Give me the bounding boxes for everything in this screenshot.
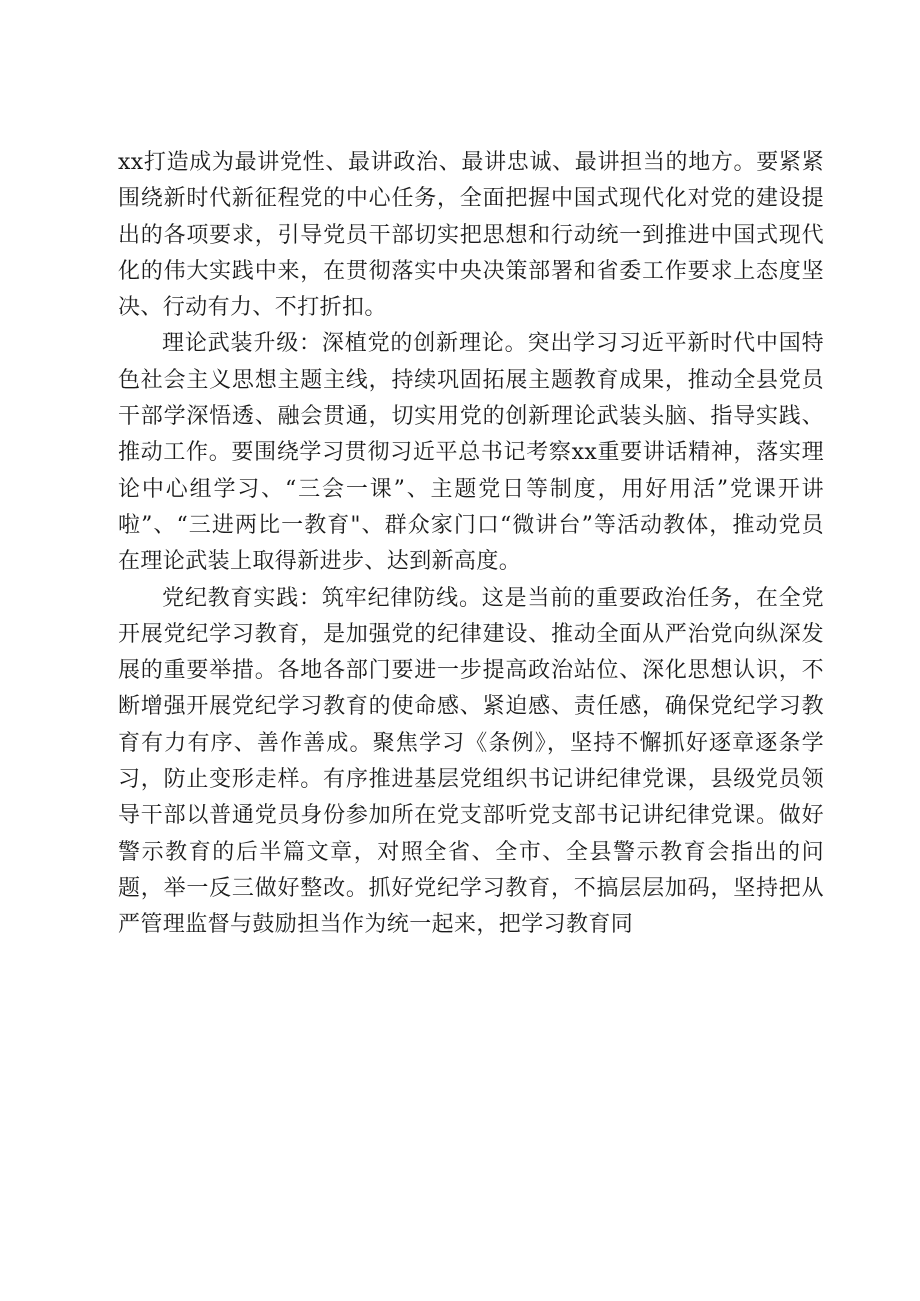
paragraph-discipline-education: 党纪教育实践：筑牢纪律防线。这是当前的重要政治任务，在全党开展党纪学习教育，是加强党的纪律建设、推动全面从严治党向纵深发展的重要举措。各地各部门要进一步提高政治站位、深化思想认识，不断增强开展党纪学习教育的使命感、紧迫感、责任感，确保党纪学习教育有力有序、善作善成。聚焦学习《条例》，坚持不懈抓好逐章逐条学习，防止变形走样。有序推进基层党组织书记讲纪律党课，县级党员领导干部以普通党员身份参加所在党支部听党支部书记讲纪律党课。做好警示教育的后半篇文章，对照全省、全市、全县警示教育会指出的问题，举一反三做好整改。抓好党纪学习教育，不搞层层加码，坚持把从严管理监督与鼓励担当作为统一起来，把学习教育同 [118, 585, 824, 938]
document-body [118, 145, 824, 944]
paragraph-continuation: xx打造成为最讲党性、最讲政治、最讲忠诚、最讲担当的地方。要紧紧围绕新时代新征程党的中心任务，全面把握中国式现代化对党的建设提出的各项要求，引导党员干部切实把思想和行动统一到推进中国式现代化的伟大实践中来，在贯彻落实中央决策部署和省委工作要求上态度坚决、行动有力、不打折扣。 [118, 150, 824, 321]
paragraph-theory-armament: 理论武装升级：深植党的创新理论。突出学习习近平新时代中国特色社会主义思想主题主线，持续巩固拓展主题教育成果，推动全县党员干部学深悟透、融会贯通，切实用党的创新理论武装头脑、指导实践、推动工作。要围绕学习贯彻习近平总书记考察xx重要讲话精神，落实理论中心组学习、“三会一课”、主题党日等制度，用好用活”党课开讲啦”、“三进两比一教育"、群众家门口“微讲台”等活动教体，推动党员在理论武装上取得新进步、达到新高度。 [118, 331, 824, 575]
